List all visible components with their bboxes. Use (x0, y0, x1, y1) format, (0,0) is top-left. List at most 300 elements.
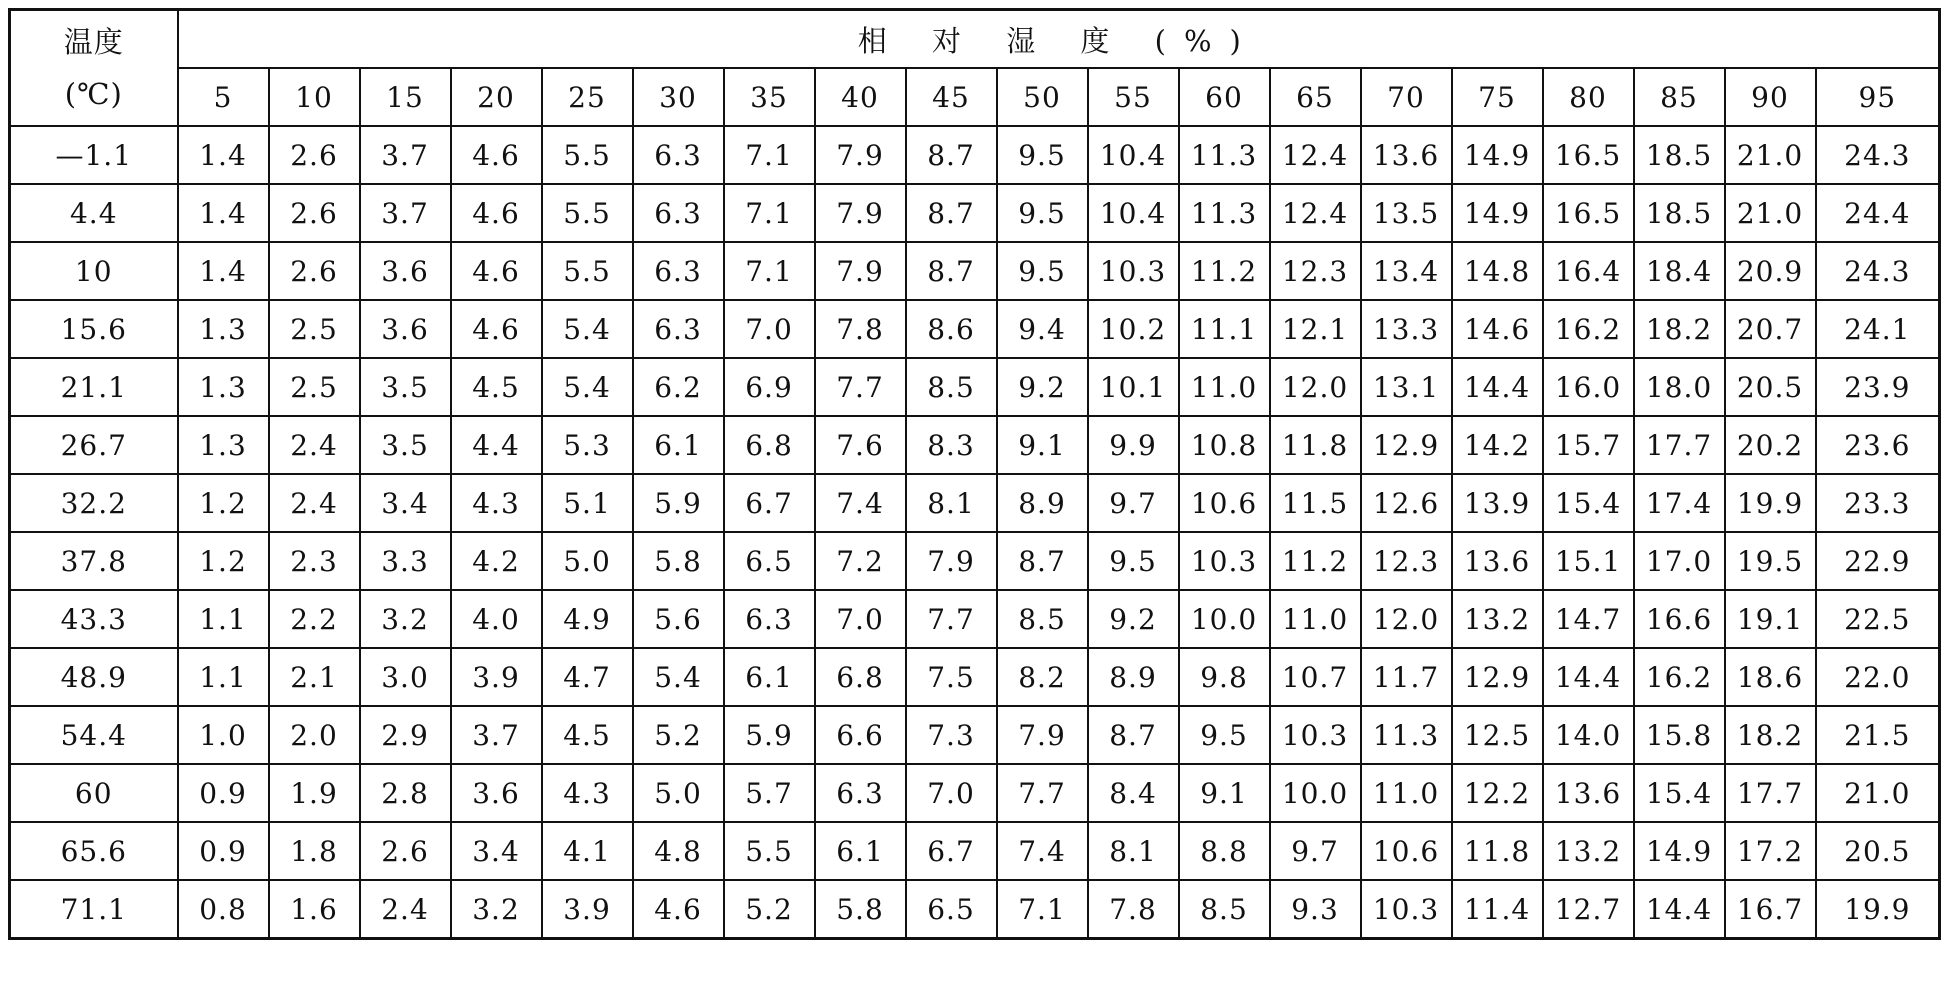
moisture-value-cell: 5.4 (633, 648, 724, 706)
moisture-value-cell: 18.4 (1634, 242, 1725, 300)
moisture-value-cell: 9.5 (1179, 706, 1270, 764)
moisture-value-cell: 2.6 (269, 242, 360, 300)
moisture-value-cell: 3.9 (542, 880, 633, 939)
humidity-column-header: 55 (1088, 68, 1179, 126)
moisture-value-cell: 15.7 (1543, 416, 1634, 474)
moisture-value-cell: 7.1 (724, 242, 815, 300)
temperature-cell: 4.4 (10, 184, 178, 242)
moisture-value-cell: 1.3 (178, 416, 269, 474)
moisture-value-cell: 1.4 (178, 126, 269, 184)
moisture-value-cell: 17.0 (1634, 532, 1725, 590)
moisture-value-cell: 11.4 (1452, 880, 1543, 939)
moisture-value-cell: 5.8 (815, 880, 906, 939)
moisture-value-cell: 8.7 (906, 184, 997, 242)
moisture-value-cell: 10.8 (1179, 416, 1270, 474)
moisture-value-cell: 18.2 (1634, 300, 1725, 358)
moisture-value-cell: 21.0 (1725, 126, 1816, 184)
moisture-value-cell: 5.2 (724, 880, 815, 939)
moisture-value-cell: 11.1 (1179, 300, 1270, 358)
moisture-value-cell: 8.5 (906, 358, 997, 416)
moisture-value-cell: 4.7 (542, 648, 633, 706)
moisture-value-cell: 16.4 (1543, 242, 1634, 300)
moisture-value-cell: 20.5 (1725, 358, 1816, 416)
moisture-value-cell: 12.2 (1452, 764, 1543, 822)
moisture-value-cell: 12.3 (1361, 532, 1452, 590)
moisture-value-cell: 3.7 (360, 184, 451, 242)
moisture-value-cell: 12.0 (1361, 590, 1452, 648)
moisture-value-cell: 21.0 (1725, 184, 1816, 242)
moisture-value-cell: 23.3 (1816, 474, 1940, 532)
equilibrium-moisture-table (8, 8, 1941, 940)
moisture-value-cell: 7.3 (906, 706, 997, 764)
moisture-value-cell: 7.8 (815, 300, 906, 358)
moisture-value-cell: 6.3 (815, 764, 906, 822)
relative-humidity-header: 相 对 湿 度 (%) (178, 10, 1940, 69)
humidity-column-header: 25 (542, 68, 633, 126)
moisture-value-cell: 3.6 (451, 764, 542, 822)
moisture-value-cell: 21.5 (1816, 706, 1940, 764)
moisture-value-cell: 16.5 (1543, 184, 1634, 242)
table-row (10, 706, 1940, 764)
moisture-value-cell: 18.2 (1725, 706, 1816, 764)
moisture-value-cell: 8.8 (1179, 822, 1270, 880)
moisture-value-cell: 17.7 (1725, 764, 1816, 822)
moisture-value-cell: 10.6 (1361, 822, 1452, 880)
moisture-value-cell: 6.7 (906, 822, 997, 880)
moisture-value-cell: 14.8 (1452, 242, 1543, 300)
moisture-value-cell: 1.1 (178, 648, 269, 706)
moisture-value-cell: 22.5 (1816, 590, 1940, 648)
moisture-value-cell: 11.0 (1270, 590, 1361, 648)
table-row (10, 590, 1940, 648)
table-row (10, 822, 1940, 880)
moisture-value-cell: 2.8 (360, 764, 451, 822)
moisture-value-cell: 7.7 (815, 358, 906, 416)
moisture-value-cell: 12.5 (1452, 706, 1543, 764)
moisture-value-cell: 7.8 (1088, 880, 1179, 939)
moisture-value-cell: 5.2 (633, 706, 724, 764)
header-row-top (10, 10, 1940, 69)
humidity-column-header: 80 (1543, 68, 1634, 126)
moisture-value-cell: 8.1 (1088, 822, 1179, 880)
moisture-value-cell: 3.5 (360, 416, 451, 474)
moisture-value-cell: 8.4 (1088, 764, 1179, 822)
moisture-value-cell: 0.9 (178, 764, 269, 822)
moisture-value-cell: 5.9 (724, 706, 815, 764)
humidity-column-header: 35 (724, 68, 815, 126)
moisture-value-cell: 11.7 (1361, 648, 1452, 706)
moisture-value-cell: 14.4 (1634, 880, 1725, 939)
moisture-value-cell: 12.0 (1270, 358, 1361, 416)
moisture-value-cell: 1.2 (178, 474, 269, 532)
moisture-value-cell: 12.3 (1270, 242, 1361, 300)
moisture-value-cell: 13.9 (1452, 474, 1543, 532)
moisture-value-cell: 5.5 (724, 822, 815, 880)
moisture-value-cell: 15.8 (1634, 706, 1725, 764)
moisture-value-cell: 6.3 (633, 300, 724, 358)
moisture-value-cell: 24.4 (1816, 184, 1940, 242)
moisture-value-cell: 22.9 (1816, 532, 1940, 590)
moisture-value-cell: 9.7 (1270, 822, 1361, 880)
moisture-value-cell: 9.2 (1088, 590, 1179, 648)
moisture-value-cell: 8.7 (906, 126, 997, 184)
humidity-column-header: 75 (1452, 68, 1543, 126)
moisture-value-cell: 19.5 (1725, 532, 1816, 590)
moisture-value-cell: 6.8 (724, 416, 815, 474)
moisture-value-cell: 1.2 (178, 532, 269, 590)
moisture-value-cell: 2.6 (360, 822, 451, 880)
moisture-value-cell: 7.7 (906, 590, 997, 648)
moisture-value-cell: 8.3 (906, 416, 997, 474)
moisture-value-cell: 13.2 (1543, 822, 1634, 880)
moisture-value-cell: 4.6 (451, 300, 542, 358)
moisture-value-cell: 16.5 (1543, 126, 1634, 184)
table-body (10, 126, 1940, 939)
moisture-value-cell: 10.4 (1088, 184, 1179, 242)
moisture-value-cell: 1.3 (178, 358, 269, 416)
moisture-value-cell: 2.5 (269, 300, 360, 358)
moisture-value-cell: 10.7 (1270, 648, 1361, 706)
moisture-value-cell: 6.3 (633, 126, 724, 184)
humidity-column-header: 70 (1361, 68, 1452, 126)
moisture-value-cell: 8.5 (1179, 880, 1270, 939)
moisture-value-cell: 5.0 (542, 532, 633, 590)
moisture-value-cell: 7.5 (906, 648, 997, 706)
moisture-value-cell: 5.7 (724, 764, 815, 822)
moisture-value-cell: 5.4 (542, 358, 633, 416)
moisture-value-cell: 9.1 (1179, 764, 1270, 822)
moisture-value-cell: 3.4 (360, 474, 451, 532)
moisture-value-cell: 10.0 (1179, 590, 1270, 648)
moisture-value-cell: 1.4 (178, 242, 269, 300)
moisture-value-cell: 2.3 (269, 532, 360, 590)
moisture-value-cell: 9.1 (997, 416, 1088, 474)
moisture-value-cell: 9.5 (1088, 532, 1179, 590)
moisture-value-cell: 10.3 (1179, 532, 1270, 590)
moisture-value-cell: 9.8 (1179, 648, 1270, 706)
moisture-value-cell: 18.6 (1725, 648, 1816, 706)
moisture-value-cell: 9.3 (1270, 880, 1361, 939)
moisture-value-cell: 5.6 (633, 590, 724, 648)
humidity-table-container (8, 8, 1938, 940)
moisture-value-cell: 13.3 (1361, 300, 1452, 358)
moisture-value-cell: 19.1 (1725, 590, 1816, 648)
moisture-value-cell: 2.6 (269, 184, 360, 242)
moisture-value-cell: 10.3 (1088, 242, 1179, 300)
moisture-value-cell: 15.4 (1634, 764, 1725, 822)
moisture-value-cell: 4.2 (451, 532, 542, 590)
moisture-value-cell: 7.0 (906, 764, 997, 822)
moisture-value-cell: 11.5 (1270, 474, 1361, 532)
moisture-value-cell: 11.8 (1452, 822, 1543, 880)
moisture-value-cell: 2.4 (269, 416, 360, 474)
moisture-value-cell: 16.0 (1543, 358, 1634, 416)
moisture-value-cell: 1.3 (178, 300, 269, 358)
moisture-value-cell: 11.3 (1179, 126, 1270, 184)
humidity-column-header: 20 (451, 68, 542, 126)
moisture-value-cell: 14.9 (1452, 184, 1543, 242)
moisture-value-cell: 4.4 (451, 416, 542, 474)
moisture-value-cell: 10.3 (1270, 706, 1361, 764)
moisture-value-cell: 15.4 (1543, 474, 1634, 532)
humidity-column-header: 65 (1270, 68, 1361, 126)
table-row (10, 358, 1940, 416)
moisture-value-cell: 16.6 (1634, 590, 1725, 648)
humidity-columns-row (10, 68, 1940, 126)
moisture-value-cell: 3.9 (451, 648, 542, 706)
moisture-value-cell: 2.4 (360, 880, 451, 939)
moisture-value-cell: 7.4 (815, 474, 906, 532)
moisture-value-cell: 6.2 (633, 358, 724, 416)
moisture-value-cell: 5.9 (633, 474, 724, 532)
moisture-value-cell: 6.5 (906, 880, 997, 939)
humidity-column-header: 30 (633, 68, 724, 126)
moisture-value-cell: 14.6 (1452, 300, 1543, 358)
moisture-value-cell: 21.0 (1816, 764, 1940, 822)
moisture-value-cell: 7.9 (815, 242, 906, 300)
moisture-value-cell: 8.5 (997, 590, 1088, 648)
moisture-value-cell: 16.2 (1634, 648, 1725, 706)
moisture-value-cell: 3.5 (360, 358, 451, 416)
moisture-value-cell: 6.9 (724, 358, 815, 416)
moisture-value-cell: 2.1 (269, 648, 360, 706)
moisture-value-cell: 9.5 (997, 126, 1088, 184)
humidity-column-header: 85 (1634, 68, 1725, 126)
moisture-value-cell: 9.5 (997, 184, 1088, 242)
moisture-value-cell: 19.9 (1816, 880, 1940, 939)
moisture-value-cell: 16.7 (1725, 880, 1816, 939)
moisture-value-cell: 14.4 (1452, 358, 1543, 416)
moisture-value-cell: 7.0 (724, 300, 815, 358)
humidity-column-header: 5 (178, 68, 269, 126)
moisture-value-cell: 3.0 (360, 648, 451, 706)
moisture-value-cell: 4.8 (633, 822, 724, 880)
humidity-column-header: 95 (1816, 68, 1940, 126)
moisture-value-cell: 12.6 (1361, 474, 1452, 532)
moisture-value-cell: 3.2 (451, 880, 542, 939)
moisture-value-cell: 7.1 (724, 126, 815, 184)
moisture-value-cell: 17.4 (1634, 474, 1725, 532)
moisture-value-cell: 5.5 (542, 184, 633, 242)
moisture-value-cell: 8.7 (997, 532, 1088, 590)
moisture-value-cell: 24.3 (1816, 126, 1940, 184)
moisture-value-cell: 1.1 (178, 590, 269, 648)
moisture-value-cell: 3.6 (360, 242, 451, 300)
moisture-value-cell: 23.6 (1816, 416, 1940, 474)
table-row (10, 880, 1940, 939)
temperature-cell: 54.4 (10, 706, 178, 764)
temperature-cell: 26.7 (10, 416, 178, 474)
moisture-value-cell: 14.7 (1543, 590, 1634, 648)
moisture-value-cell: 23.9 (1816, 358, 1940, 416)
moisture-value-cell: 14.9 (1634, 822, 1725, 880)
moisture-value-cell: 9.2 (997, 358, 1088, 416)
moisture-value-cell: 3.2 (360, 590, 451, 648)
moisture-value-cell: 4.6 (451, 184, 542, 242)
temperature-cell: 43.3 (10, 590, 178, 648)
moisture-value-cell: 6.1 (633, 416, 724, 474)
moisture-value-cell: 12.9 (1452, 648, 1543, 706)
moisture-value-cell: 13.6 (1452, 532, 1543, 590)
moisture-value-cell: 14.0 (1543, 706, 1634, 764)
table-row (10, 764, 1940, 822)
moisture-value-cell: 18.0 (1634, 358, 1725, 416)
temperature-header-cell (10, 10, 178, 127)
moisture-value-cell: 4.6 (451, 126, 542, 184)
table-row (10, 184, 1940, 242)
moisture-value-cell: 6.1 (815, 822, 906, 880)
moisture-value-cell: 13.6 (1543, 764, 1634, 822)
moisture-value-cell: 1.4 (178, 184, 269, 242)
moisture-value-cell: 7.9 (815, 126, 906, 184)
moisture-value-cell: 12.4 (1270, 126, 1361, 184)
temperature-cell: 71.1 (10, 880, 178, 939)
moisture-value-cell: 10.1 (1088, 358, 1179, 416)
moisture-value-cell: 13.6 (1361, 126, 1452, 184)
moisture-value-cell: 2.4 (269, 474, 360, 532)
moisture-value-cell: 6.3 (633, 242, 724, 300)
humidity-column-header: 15 (360, 68, 451, 126)
moisture-value-cell: 7.9 (997, 706, 1088, 764)
moisture-value-cell: 11.3 (1179, 184, 1270, 242)
moisture-value-cell: 20.5 (1816, 822, 1940, 880)
moisture-value-cell: 13.4 (1361, 242, 1452, 300)
moisture-value-cell: 7.2 (815, 532, 906, 590)
moisture-value-cell: 9.5 (997, 242, 1088, 300)
moisture-value-cell: 1.0 (178, 706, 269, 764)
moisture-value-cell: 3.7 (451, 706, 542, 764)
moisture-value-cell: 8.2 (997, 648, 1088, 706)
moisture-value-cell: 8.9 (1088, 648, 1179, 706)
moisture-value-cell: 12.9 (1361, 416, 1452, 474)
moisture-value-cell: 1.9 (269, 764, 360, 822)
moisture-value-cell: 20.9 (1725, 242, 1816, 300)
moisture-value-cell: 7.9 (906, 532, 997, 590)
moisture-value-cell: 15.1 (1543, 532, 1634, 590)
temperature-cell: 37.8 (10, 532, 178, 590)
moisture-value-cell: 7.1 (997, 880, 1088, 939)
moisture-value-cell: 16.2 (1543, 300, 1634, 358)
moisture-value-cell: 6.3 (633, 184, 724, 242)
moisture-value-cell: 18.5 (1634, 126, 1725, 184)
moisture-value-cell: 19.9 (1725, 474, 1816, 532)
temperature-cell: 21.1 (10, 358, 178, 416)
moisture-value-cell: 6.6 (815, 706, 906, 764)
moisture-value-cell: 3.4 (451, 822, 542, 880)
moisture-value-cell: 1.8 (269, 822, 360, 880)
table-header (10, 10, 1940, 127)
moisture-value-cell: 7.1 (724, 184, 815, 242)
moisture-value-cell: 10.2 (1088, 300, 1179, 358)
moisture-value-cell: 12.7 (1543, 880, 1634, 939)
moisture-value-cell: 5.4 (542, 300, 633, 358)
moisture-value-cell: 7.7 (997, 764, 1088, 822)
moisture-value-cell: 8.7 (1088, 706, 1179, 764)
table-row (10, 648, 1940, 706)
moisture-value-cell: 4.3 (542, 764, 633, 822)
moisture-value-cell: 2.5 (269, 358, 360, 416)
temperature-cell: 48.9 (10, 648, 178, 706)
moisture-value-cell: 22.0 (1816, 648, 1940, 706)
moisture-value-cell: 10.4 (1088, 126, 1179, 184)
moisture-value-cell: 4.3 (451, 474, 542, 532)
humidity-column-header: 10 (269, 68, 360, 126)
moisture-value-cell: 8.6 (906, 300, 997, 358)
moisture-value-cell: 9.9 (1088, 416, 1179, 474)
table-row (10, 532, 1940, 590)
table-row (10, 242, 1940, 300)
humidity-column-header: 50 (997, 68, 1088, 126)
moisture-value-cell: 5.0 (633, 764, 724, 822)
temperature-unit-label: (℃) (64, 77, 123, 111)
temperature-cell: 10 (10, 242, 178, 300)
humidity-column-header: 40 (815, 68, 906, 126)
table-row (10, 416, 1940, 474)
moisture-value-cell: 8.7 (906, 242, 997, 300)
table-row (10, 300, 1940, 358)
moisture-value-cell: 11.3 (1361, 706, 1452, 764)
humidity-column-header: 90 (1725, 68, 1816, 126)
temperature-cell: 60 (10, 764, 178, 822)
moisture-value-cell: 9.4 (997, 300, 1088, 358)
humidity-column-header: 60 (1179, 68, 1270, 126)
temperature-cell: 32.2 (10, 474, 178, 532)
moisture-value-cell: 24.1 (1816, 300, 1940, 358)
moisture-value-cell: 4.6 (451, 242, 542, 300)
moisture-value-cell: 11.0 (1179, 358, 1270, 416)
moisture-value-cell: 6.7 (724, 474, 815, 532)
moisture-value-cell: 7.4 (997, 822, 1088, 880)
moisture-value-cell: 5.1 (542, 474, 633, 532)
moisture-value-cell: 17.2 (1725, 822, 1816, 880)
moisture-value-cell: 13.2 (1452, 590, 1543, 648)
moisture-value-cell: 4.5 (451, 358, 542, 416)
humidity-column-header: 45 (906, 68, 997, 126)
moisture-value-cell: 2.9 (360, 706, 451, 764)
moisture-value-cell: 1.6 (269, 880, 360, 939)
moisture-value-cell: 24.3 (1816, 242, 1940, 300)
moisture-value-cell: 5.5 (542, 242, 633, 300)
moisture-value-cell: 13.1 (1361, 358, 1452, 416)
moisture-value-cell: 10.6 (1179, 474, 1270, 532)
moisture-value-cell: 20.2 (1725, 416, 1816, 474)
moisture-value-cell: 4.9 (542, 590, 633, 648)
moisture-value-cell: 8.1 (906, 474, 997, 532)
moisture-value-cell: 9.7 (1088, 474, 1179, 532)
moisture-value-cell: 0.8 (178, 880, 269, 939)
moisture-value-cell: 3.7 (360, 126, 451, 184)
moisture-value-cell: 12.1 (1270, 300, 1361, 358)
moisture-value-cell: 11.0 (1361, 764, 1452, 822)
moisture-value-cell: 17.7 (1634, 416, 1725, 474)
moisture-value-cell: 6.1 (724, 648, 815, 706)
moisture-value-cell: 7.6 (815, 416, 906, 474)
moisture-value-cell: 14.4 (1543, 648, 1634, 706)
moisture-value-cell: 6.5 (724, 532, 815, 590)
moisture-value-cell: 13.5 (1361, 184, 1452, 242)
moisture-value-cell: 2.0 (269, 706, 360, 764)
moisture-value-cell: 6.3 (724, 590, 815, 648)
moisture-value-cell: 14.9 (1452, 126, 1543, 184)
moisture-value-cell: 6.8 (815, 648, 906, 706)
temperature-cell: 65.6 (10, 822, 178, 880)
moisture-value-cell: 18.5 (1634, 184, 1725, 242)
temperature-header-label: 温度 (63, 25, 124, 59)
moisture-value-cell: 8.9 (997, 474, 1088, 532)
moisture-value-cell: 12.4 (1270, 184, 1361, 242)
moisture-value-cell: 4.1 (542, 822, 633, 880)
moisture-value-cell: 10.3 (1361, 880, 1452, 939)
